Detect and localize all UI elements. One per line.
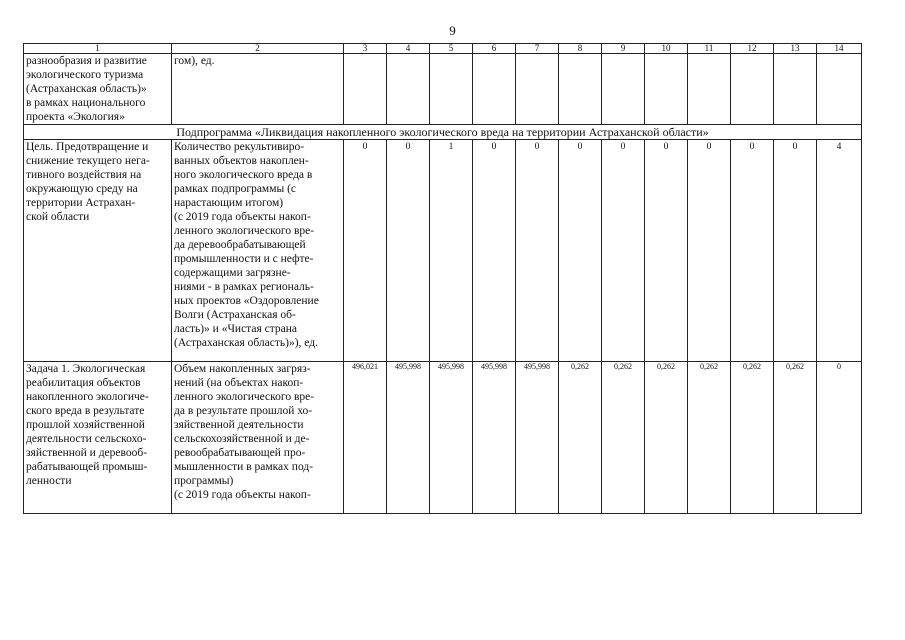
indicator-cell: Количество рекультивиро- ванных объектов накоплен- ного экологического вреда в рамках подпрограммы (с нарастающим итогом) (с 2019 года объекты накоп- ленного экологического вре- да деревообрабатывающей промышленности и с нефте- содержащими загрязне- ниями - в рамках региональ- ных проектов «Оздоровление Волги (Астраханская об- ласть)» и «Чистая страна (Астраханская область)»), ед. [172,140,344,362]
column-number: 2 [172,44,344,54]
column-number: 6 [473,44,516,54]
column-number: 5 [430,44,473,54]
column-number: 10 [645,44,688,54]
value-cell [516,54,559,125]
value-cell [645,54,688,125]
column-number: 8 [559,44,602,54]
value-cell: 0 [473,140,516,362]
column-number-row [24,44,862,54]
value-cell: 0 [559,140,602,362]
value-cell: 0 [645,140,688,362]
value-cell [387,54,430,125]
table-row [24,362,862,514]
column-number: 1 [24,44,172,54]
value-cell: 0,262 [731,362,774,514]
value-cell: 0 [602,140,645,362]
value-cell: 0,262 [602,362,645,514]
value-cell: 495,998 [430,362,473,514]
task-cell: Задача 1. Экологическая реабилитация объектов накопленного экологиче- ского вреда в результате прошлой хозяйственной деятельности сельскохо- зяйственной и деревооб- рабатывающей промыш- ленности [24,362,172,514]
column-number: 4 [387,44,430,54]
value-cell [602,54,645,125]
indicator-cell: гом), ед. [172,54,344,125]
value-cell: 496,021 [344,362,387,514]
value-cell: 0 [731,140,774,362]
column-number: 13 [774,44,817,54]
value-cell: 0 [817,362,862,514]
column-number: 11 [688,44,731,54]
column-number: 3 [344,44,387,54]
indicators-table [23,43,862,514]
subprogram-title: Подпрограмма «Ликвидация накопленного экологического вреда на территории Астраханской области» [24,125,862,140]
indicator-cell: Объем накопленных загряз- нений (на объектах накоп- ленного экологического вре- да в результате прошлой хо- зяйственной деятельности сельскохозяйственной и де- ревообрабатывающей про- мышленности в рамках под- программы) (с 2019 года объекты накоп- [172,362,344,514]
column-number: 9 [602,44,645,54]
value-cell: 4 [817,140,862,362]
value-cell: 495,998 [387,362,430,514]
value-cell: 0,262 [774,362,817,514]
value-cell: 0,262 [645,362,688,514]
value-cell [817,54,862,125]
value-cell: 495,998 [516,362,559,514]
column-number: 14 [817,44,862,54]
column-number: 7 [516,44,559,54]
value-cell [774,54,817,125]
goal-cell: Цель. Предотвращение и снижение текущего нега- тивного воздействия на окружающую среду на территории Астрахан- ской области [24,140,172,362]
value-cell: 0 [774,140,817,362]
value-cell: 0 [344,140,387,362]
subprogram-row [24,125,862,140]
goal-cell: разнообразия и развитие экологического туризма (Астраханская область)» в рамках национального проекта «Экология» [24,54,172,125]
page-number: 9 [449,23,456,38]
value-cell [430,54,473,125]
value-cell [344,54,387,125]
value-cell: 0 [688,140,731,362]
value-cell: 1 [430,140,473,362]
value-cell [688,54,731,125]
value-cell: 0,262 [559,362,602,514]
table-row [24,140,862,362]
value-cell [559,54,602,125]
value-cell: 495,998 [473,362,516,514]
column-number: 12 [731,44,774,54]
value-cell [473,54,516,125]
table-row [24,54,862,125]
value-cell: 0,262 [688,362,731,514]
value-cell: 0 [387,140,430,362]
value-cell: 0 [516,140,559,362]
value-cell [731,54,774,125]
